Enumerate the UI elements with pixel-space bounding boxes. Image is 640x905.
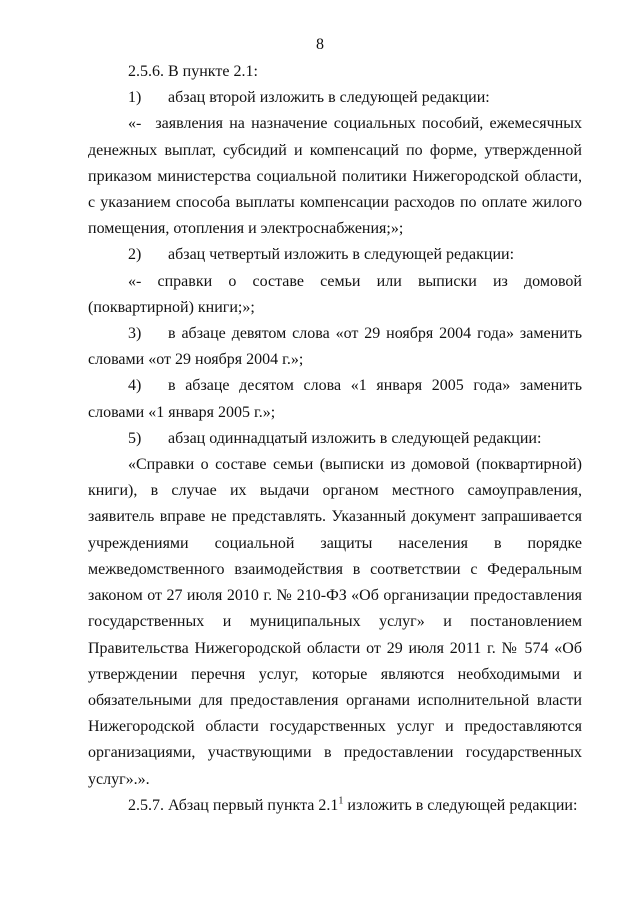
- list-item-2: [88, 242, 582, 268]
- superscript: 1: [338, 795, 344, 807]
- section-2-5-7-text: 2.5.7. Абзац первый пункта 2.1: [128, 796, 339, 814]
- item5-quote: «Справки о составе семьи (выписки из домовой (поквартирной) книги), в случае их выдачи органом местного самоуправления, заявитель вправе не представлять. Указанный документ запрашивается учреждениями социальной защиты населения в порядке межведомственного взаимодействия в соответствии с Федеральным законом от 27 июля 2010 г. № 210-ФЗ «Об организации предоставления государственных и муниципальных услуг» и постановлением Правительства Нижегородской области от 29 июля 2011 г. № 574 «Об утверждении перечня услуг, которые являются необходимыми и обязательными для предоставления органами исполнительной власти Нижегородской области государственных услуг и предоставляются организациями, участвующими в предоставлении государственных услуг».».: [88, 456, 582, 788]
- section-heading: 2.5.6. В пункте 2.1:: [128, 63, 258, 80]
- list-item-5: [88, 426, 582, 452]
- page-number: 8: [316, 36, 324, 53]
- list-item-2-text: абзац четвертый изложить в следующей редакции:: [168, 246, 515, 264]
- document-body: [88, 59, 582, 819]
- item4-paragraph: в абзаце десятом слова «1 января 2005 года» заменить словами «1 января 2005 г.»;: [88, 377, 582, 421]
- list-item-1-number: 1): [128, 89, 142, 107]
- list-item-4-number: 4): [128, 377, 142, 395]
- item3-paragraph: в абзаце девятом слова «от 29 ноября 2004 года» заменить словами «от 29 ноября 2004 г.»;: [88, 325, 582, 369]
- list-item-2-number: 2): [128, 246, 142, 264]
- item1-quote-rest: денежных выплат, субсидий и компенсаций по форме, утвержденной приказом министерства социальной политики Нижегородской области, с указанием способа выплаты компенсации расходов по оплате жилого помещения, отопления и электроснабжения;»;: [88, 141, 582, 238]
- item1-quote-first-text: заявления на назначение социальных пособий, ежемесячных: [155, 115, 582, 133]
- section-2-5-7-tail: изложить в следующей редакции:: [343, 796, 578, 814]
- list-item-5-text: абзац одиннадцатый изложить в следующей редакции:: [168, 429, 542, 447]
- quote-mark: «-: [128, 115, 142, 133]
- list-item-1-text: абзац второй изложить в следующей редакции:: [168, 89, 490, 107]
- item2-quote: «- справки о составе семьи или выписки из домовой (поквартирной) книги;»;: [88, 272, 582, 316]
- section-2-5-7: [88, 793, 582, 819]
- list-item-5-number: 5): [128, 429, 142, 447]
- list-item-1: [88, 85, 582, 111]
- list-item-3-number: 3): [128, 325, 142, 343]
- item1-quote-first-line: [88, 111, 582, 137]
